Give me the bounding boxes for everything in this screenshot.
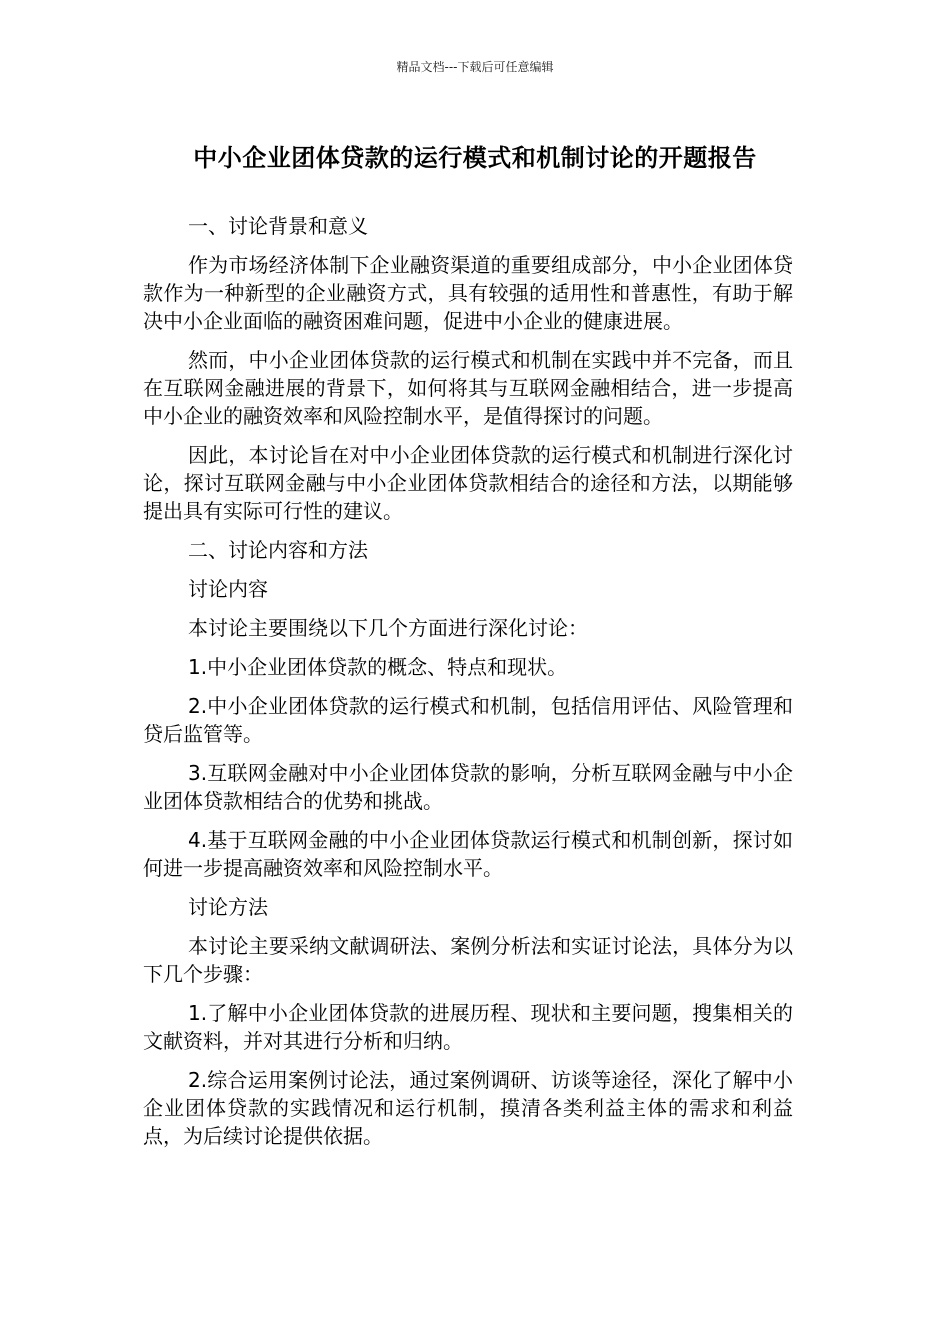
list-item-content-3: 3.互联网金融对中小企业团体贷款的影响，分析互联网金融与中小企业团体贷款相结合的优势和挑战。 bbox=[143, 761, 793, 813]
paragraph-method-intro: 本讨论主要采纳文献调研法、案例分析法和实证讨论法，具体分为以下几个步骤： bbox=[143, 934, 793, 986]
paragraph-background-3: 因此，本讨论旨在对中小企业团体贷款的运行模式和机制进行深化讨论，探讨互联网金融与中小企业团体贷款相结合的途径和方法，以期能够提出具有实际可行性的建议。 bbox=[143, 443, 793, 523]
list-item-content-1: 1.中小企业团体贷款的概念、特点和现状。 bbox=[188, 655, 568, 679]
paragraph-content-intro: 本讨论主要围绕以下几个方面进行深化讨论： bbox=[188, 616, 588, 640]
list-item-content-2: 2.中小企业团体贷款的运行模式和机制，包括信用评估、风险管理和贷后监管等。 bbox=[143, 694, 793, 746]
subheading-method: 讨论方法 bbox=[188, 895, 268, 919]
list-item-content-4: 4.基于互联网金融的中小企业团体贷款运行模式和机制创新，探讨如何进一步提高融资效率和风险控制水平。 bbox=[143, 828, 793, 880]
document-title: 中小企业团体贷款的运行模式和机制讨论的开题报告 bbox=[193, 144, 757, 172]
paragraph-background-2: 然而，中小企业团体贷款的运行模式和机制在实践中并不完备，而且在互联网金融进展的背景下，如何将其与互联网金融相结合，进一步提高中小企业的融资效率和风险控制水平，是值得探讨的问题。 bbox=[143, 348, 793, 428]
section-heading-background: 一、讨论背景和意义 bbox=[188, 214, 368, 238]
paragraph-background-1: 作为市场经济体制下企业融资渠道的重要组成部分，中小企业团体贷款作为一种新型的企业融资方式，具有较强的适用性和普惠性，有助于解决中小企业面临的融资困难问题，促进中小企业的健康进展。 bbox=[143, 253, 793, 333]
list-item-method-1: 1.了解中小企业团体贷款的进展历程、现状和主要问题，搜集相关的文献资料，并对其进行分析和归纳。 bbox=[143, 1001, 793, 1053]
header-note: 精品文档---下载后可任意编辑 bbox=[396, 60, 554, 74]
section-heading-content-method: 二、讨论内容和方法 bbox=[188, 538, 368, 562]
subheading-content: 讨论内容 bbox=[188, 577, 268, 601]
document-body bbox=[143, 212, 793, 1161]
list-item-method-2: 2.综合运用案例讨论法，通过案例调研、访谈等途径，深化了解中小企业团体贷款的实践情况和运行机制，摸清各类利益主体的需求和利益点，为后续讨论提供依据。 bbox=[143, 1068, 793, 1148]
